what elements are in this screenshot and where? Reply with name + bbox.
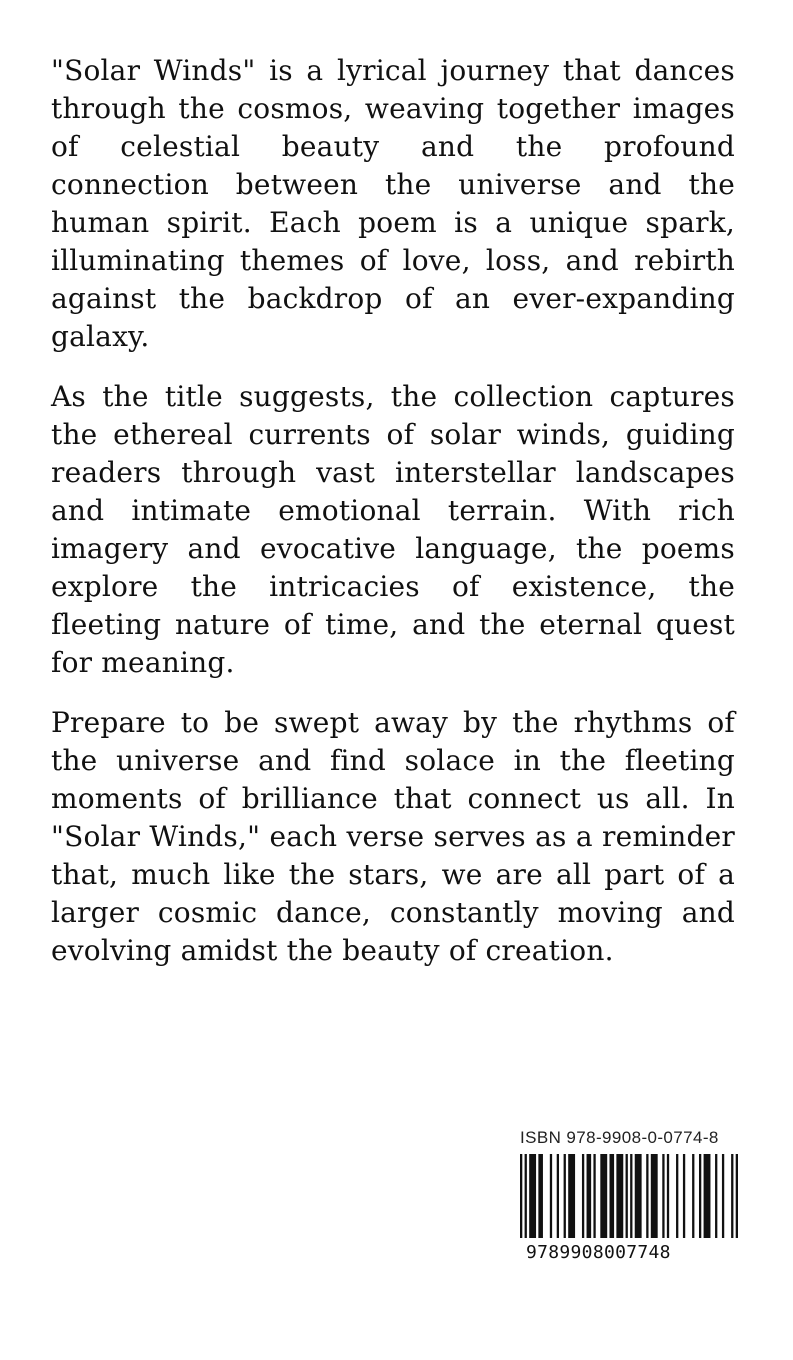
barcode-bar — [699, 1154, 701, 1238]
barcode-bar — [538, 1154, 543, 1238]
barcode-bar — [635, 1154, 642, 1238]
barcode-bar — [683, 1154, 685, 1238]
barcode-bar — [520, 1154, 522, 1238]
barcode-bar — [550, 1154, 552, 1238]
isbn-label: ISBN 978-9908-0-0774-8 — [520, 1128, 719, 1147]
barcode-bar — [722, 1154, 724, 1238]
barcode-bar — [646, 1154, 648, 1238]
barcode-bar — [568, 1154, 575, 1238]
description-paragraph-2: As the title suggests, the collection captures the ethereal currents of solar winds, guiding readers through vast interstellar landscapes and intimate emotional terrain. With rich imagery and evocative language, the poems explore the intricacies of existence, the fleeting nature of time, and the eternal quest for meaning. — [51, 380, 735, 679]
barcode-bar — [564, 1154, 566, 1238]
barcode-bar — [582, 1154, 584, 1238]
barcode-bar — [525, 1154, 527, 1238]
barcode-bar — [593, 1154, 595, 1238]
barcode-bar — [557, 1154, 559, 1238]
barcode-bar — [715, 1154, 717, 1238]
isbn-barcode-block — [520, 1128, 742, 1263]
barcode-bar — [692, 1154, 694, 1238]
barcode-bar — [600, 1154, 607, 1238]
barcode-bar — [736, 1154, 738, 1238]
description-paragraph-1: "Solar Winds" is a lyrical journey that dances through the cosmos, weaving together images of celestial beauty and the profound connection between the universe and the human spirit. Each poem is a unique spark, illuminating themes of love, loss, and rebirth against the backdrop of an ever-expanding galaxy. — [51, 54, 735, 353]
barcode-number: 9789908007748 — [526, 1242, 671, 1263]
barcode-bar — [529, 1154, 536, 1238]
barcode-bar — [731, 1154, 733, 1238]
barcode-bar — [630, 1154, 632, 1238]
barcode-icon — [520, 1154, 738, 1238]
description-text-block — [51, 52, 735, 992]
barcode-bar — [662, 1154, 664, 1238]
barcode-bar — [609, 1154, 614, 1238]
description-paragraph-3: Prepare to be swept away by the rhythms of the universe and find solace in the fleeting moments of brilliance that connect us all. In "Solar Winds," each verse serves as a reminder that, much like the stars, we are all part of a larger cosmic dance, constantly moving and evolving amidst the beauty of creation. — [51, 706, 735, 967]
barcode-bar — [704, 1154, 711, 1238]
barcode-bar — [651, 1154, 658, 1238]
barcode-bar — [616, 1154, 623, 1238]
barcode-bar — [587, 1154, 592, 1238]
barcode-bar — [667, 1154, 669, 1238]
barcode-bar — [676, 1154, 678, 1238]
barcode-bar — [626, 1154, 628, 1238]
